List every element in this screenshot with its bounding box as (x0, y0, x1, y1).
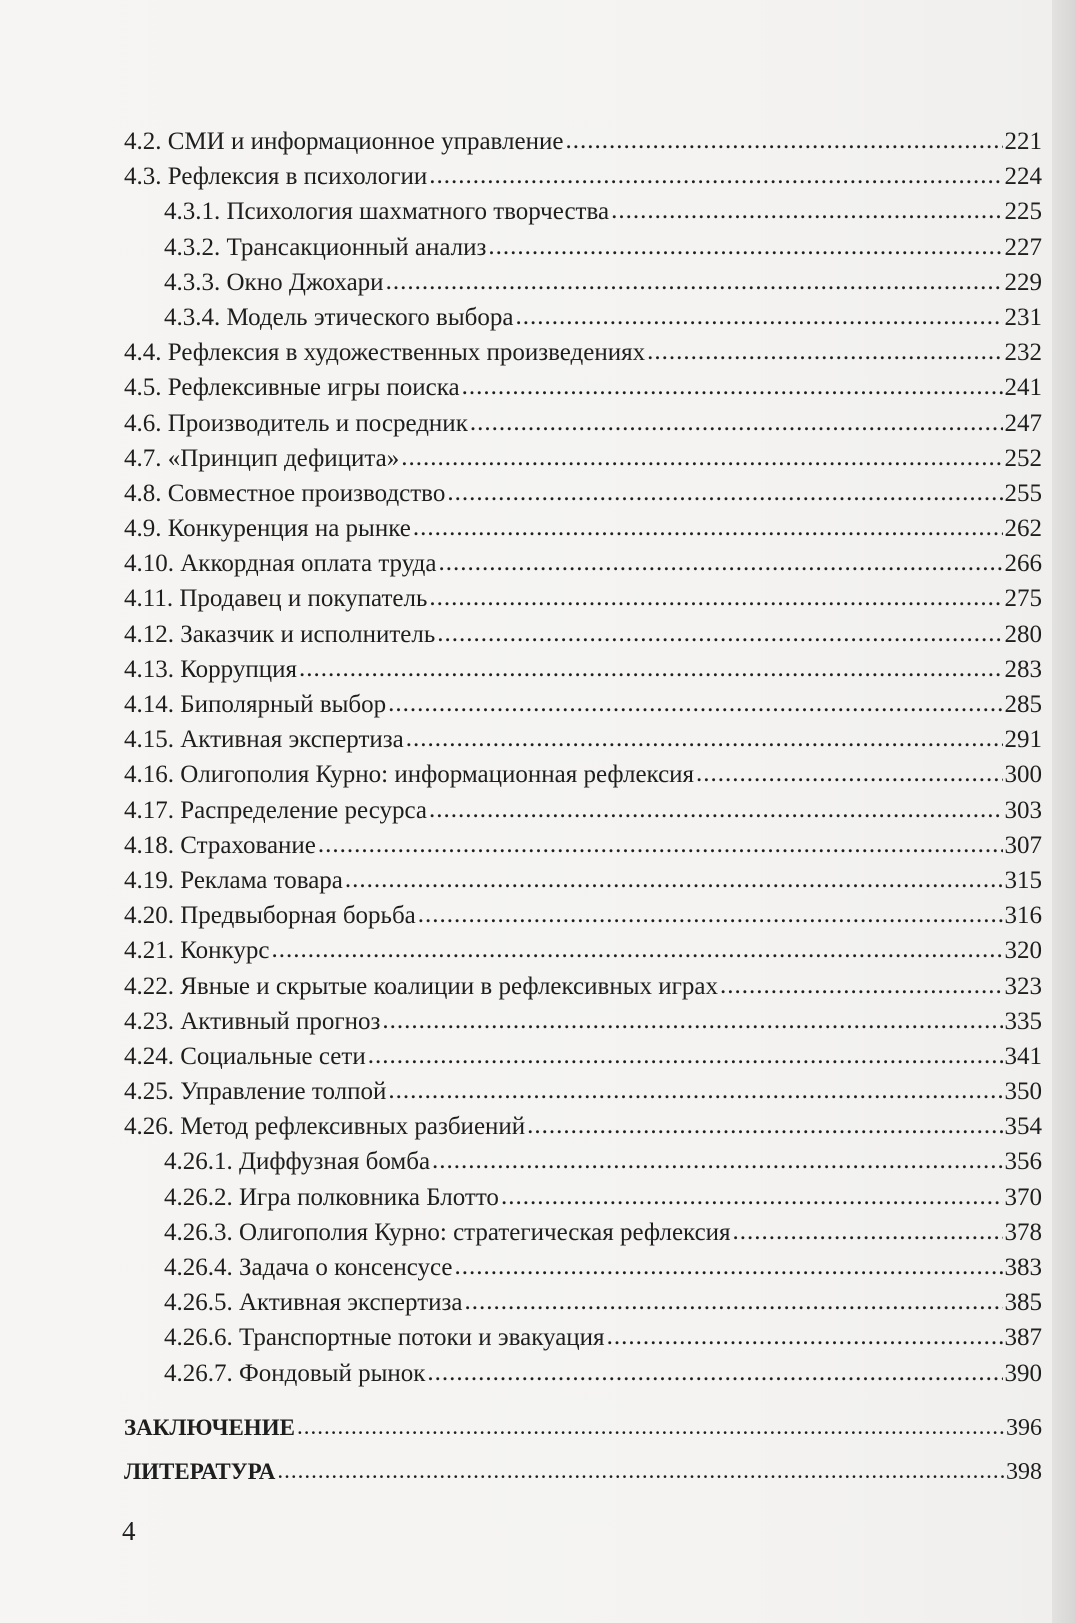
entry-page-number: 307 (1004, 831, 1042, 859)
entry-page-number: 262 (1004, 515, 1042, 543)
dot-leader (501, 1179, 1003, 1214)
entry-page-number: 300 (1004, 761, 1042, 789)
entry-page-number: 316 (1004, 902, 1042, 930)
toc-entry (124, 581, 1042, 616)
dot-leader (515, 299, 1002, 334)
entry-title: 4.18. Страхование (124, 831, 316, 859)
toc-subentry (124, 1285, 1042, 1320)
entry-page-number: 227 (1004, 233, 1042, 261)
dot-leader (429, 580, 1002, 615)
dot-leader (277, 1449, 1004, 1493)
entry-page-number: 323 (1004, 972, 1042, 1000)
table-of-contents (124, 124, 1042, 1391)
toc-entry (124, 546, 1042, 581)
toc-entry (124, 476, 1042, 511)
entry-page-number: 398 (1006, 1459, 1042, 1485)
entry-page-number: 356 (1004, 1148, 1042, 1176)
entry-title: 4.26. Метод рефлексивных разбиений (124, 1113, 526, 1141)
entry-page-number: 241 (1004, 374, 1042, 402)
entry-title: 4.11. Продавец и покупатель (124, 585, 428, 613)
toc-subentry (124, 1180, 1042, 1215)
entry-title: 4.15. Активная экспертиза (124, 726, 404, 754)
dot-leader (413, 510, 1003, 545)
entry-page-number: 232 (1004, 339, 1042, 367)
entry-page-number: 390 (1004, 1359, 1042, 1387)
toc-entry (124, 124, 1042, 159)
dot-leader (388, 1073, 1002, 1108)
toc-subentry (124, 1215, 1042, 1250)
toc-entry (124, 617, 1042, 652)
entry-title: 4.3. Рефлексия в психологии (124, 163, 428, 191)
dot-leader (733, 1214, 1003, 1249)
dot-leader (720, 968, 1003, 1003)
dot-leader (647, 334, 1002, 369)
entry-title: 4.19. Реклама товара (124, 866, 343, 894)
toc-entry (124, 757, 1042, 792)
entry-title: 4.3.3. Окно Джохари (164, 268, 384, 296)
toc-entry (124, 652, 1042, 687)
toc-entry (124, 793, 1042, 828)
toc-subentry (124, 1320, 1042, 1355)
entry-title: 4.6. Производитель и посредник (124, 409, 468, 437)
toc-entry (124, 406, 1042, 441)
toc-subentry (124, 300, 1042, 335)
entry-title: 4.16. Олигополия Курно: информационная рефлексия (124, 761, 695, 789)
entry-page-number: 303 (1004, 796, 1042, 824)
entry-page-number: 231 (1004, 303, 1042, 331)
entry-page-number: 221 (1004, 128, 1042, 155)
dot-leader (429, 792, 1003, 827)
dot-leader (464, 1284, 1002, 1319)
dot-leader (406, 721, 1003, 756)
entry-page-number: 341 (1004, 1042, 1042, 1070)
entry-title: 4.26.6. Транспортные потоки и эвакуация (164, 1324, 605, 1352)
entry-page-number: 291 (1004, 726, 1042, 754)
toc-entry (124, 898, 1042, 933)
toc-main-section (124, 1450, 1042, 1494)
toc-subentry (124, 230, 1042, 265)
entry-page-number: 225 (1004, 198, 1042, 226)
entry-page-number: 266 (1004, 550, 1042, 578)
entry-title: 4.4. Рефлексия в художественных произведениях (124, 339, 646, 367)
dot-leader (429, 158, 1002, 193)
toc-main-section (124, 1406, 1042, 1450)
toc-entry (124, 863, 1042, 898)
entry-page-number: 247 (1004, 409, 1042, 437)
entry-title: 4.8. Совместное производство (124, 479, 446, 507)
toc-entry (124, 1109, 1042, 1144)
entry-title: 4.3.1. Психология шахматного творчества (164, 198, 610, 226)
toc-entry (124, 441, 1042, 476)
dot-leader (299, 651, 1003, 686)
entry-page-number: 252 (1004, 444, 1042, 472)
entry-title: 4.20. Предвыборная борьба (124, 902, 416, 930)
dot-leader (488, 229, 1002, 264)
dot-leader (388, 686, 1002, 721)
entry-title: 4.3.2. Трансакционный анализ (164, 233, 487, 261)
dot-leader (470, 405, 1003, 440)
entry-page-number: 387 (1004, 1324, 1042, 1352)
dot-leader (438, 545, 1002, 580)
entry-title: 4.25. Управление толпой (124, 1078, 387, 1106)
dot-leader (607, 1319, 1003, 1354)
toc-subentry (124, 194, 1042, 229)
entry-title: 4.14. Биполярный выбор (124, 691, 387, 718)
entry-title: 4.26.1. Диффузная бомба (164, 1148, 431, 1176)
dot-leader (427, 1355, 1002, 1390)
toc-subentry (124, 265, 1042, 300)
entry-page-number: 350 (1004, 1078, 1042, 1106)
entry-title: ЛИТЕРАТУРА (124, 1459, 276, 1484)
page-edge-shadow (1052, 0, 1075, 1623)
dot-leader (382, 1003, 1002, 1038)
toc-entry (124, 969, 1042, 1004)
toc-entry (124, 370, 1042, 405)
toc-entry (124, 335, 1042, 370)
entry-title: 4.7. «Принцип дефицита» (124, 444, 400, 472)
entry-page-number: 315 (1004, 866, 1042, 894)
toc-entry (124, 722, 1042, 757)
entry-title: 4.23. Активный прогноз (124, 1007, 381, 1035)
dot-leader (401, 440, 1002, 475)
toc-entry (124, 1039, 1042, 1074)
dot-leader (345, 862, 1003, 897)
dot-leader (432, 1143, 1002, 1178)
toc-entry (124, 1074, 1042, 1109)
entry-page-number: 285 (1004, 691, 1042, 718)
dot-leader (696, 756, 1002, 791)
entry-title: 4.17. Распределение ресурса (124, 796, 427, 824)
main-sections (124, 1406, 1042, 1494)
entry-title: 4.24. Социальные сети (124, 1042, 366, 1070)
entry-title: 4.5. Рефлексивные игры поиска (124, 374, 460, 402)
entry-title: 4.26.3. Олигополия Курно: стратегическая рефлексия (164, 1218, 731, 1246)
entry-page-number: 354 (1004, 1113, 1042, 1141)
entry-title: 4.2. СМИ и информационное управление (124, 128, 564, 155)
toc-subentry (124, 1250, 1042, 1285)
entry-title: 4.22. Явные и скрытые коалиции в рефлексивных играх (124, 972, 718, 1000)
dot-leader (437, 616, 1002, 651)
entry-page-number: 275 (1004, 585, 1042, 613)
dot-leader (386, 264, 1003, 299)
entry-title: 4.3.4. Модель этического выбора (164, 303, 514, 331)
entry-page-number: 385 (1004, 1289, 1042, 1317)
dot-leader (318, 827, 1003, 862)
entry-title: 4.26.5. Активная экспертиза (164, 1289, 463, 1317)
entry-page-number: 320 (1004, 937, 1042, 965)
dot-leader (297, 1405, 1004, 1449)
toc-entry (124, 828, 1042, 863)
toc-subentry (124, 1356, 1042, 1391)
dot-leader (462, 369, 1003, 404)
entry-title: 4.12. Заказчик и исполнитель (124, 620, 436, 648)
entry-title: 4.21. Конкурс (124, 937, 270, 965)
entry-title: 4.9. Конкуренция на рынке (124, 515, 411, 543)
toc-entry (124, 687, 1042, 722)
entry-page-number: 224 (1004, 163, 1042, 191)
entry-title: ЗАКЛЮЧЕНИЕ (124, 1415, 295, 1440)
dot-leader (368, 1038, 1003, 1073)
toc-subentry (124, 1144, 1042, 1179)
entry-title: 4.10. Аккордная оплата труда (124, 550, 437, 578)
entry-title: 4.26.7. Фондовый рынок (164, 1359, 426, 1387)
page-number: 4 (122, 1516, 136, 1546)
entry-page-number: 229 (1004, 268, 1042, 296)
dot-leader (455, 1249, 1003, 1284)
entry-title: 4.26.4. Задача о консенсусе (164, 1254, 453, 1281)
dot-leader (418, 897, 1003, 932)
dot-leader (527, 1108, 1002, 1143)
dot-leader (271, 932, 1002, 967)
toc-entry (124, 511, 1042, 546)
entry-page-number: 383 (1004, 1254, 1042, 1281)
entry-page-number: 396 (1006, 1415, 1042, 1441)
toc-entry (124, 159, 1042, 194)
entry-page-number: 378 (1004, 1218, 1042, 1246)
entry-page-number: 370 (1004, 1183, 1042, 1211)
dot-leader (565, 123, 1002, 158)
entry-title: 4.26.2. Игра полковника Блотто (164, 1183, 499, 1211)
entry-page-number: 335 (1004, 1007, 1042, 1035)
entry-page-number: 280 (1004, 620, 1042, 648)
dot-leader (611, 193, 1002, 228)
toc-entry (124, 933, 1042, 968)
entry-title: 4.13. Коррупция (124, 655, 297, 683)
entry-page-number: 255 (1004, 479, 1042, 507)
entry-page-number: 283 (1004, 655, 1042, 683)
dot-leader (447, 475, 1002, 510)
toc-entry (124, 1004, 1042, 1039)
